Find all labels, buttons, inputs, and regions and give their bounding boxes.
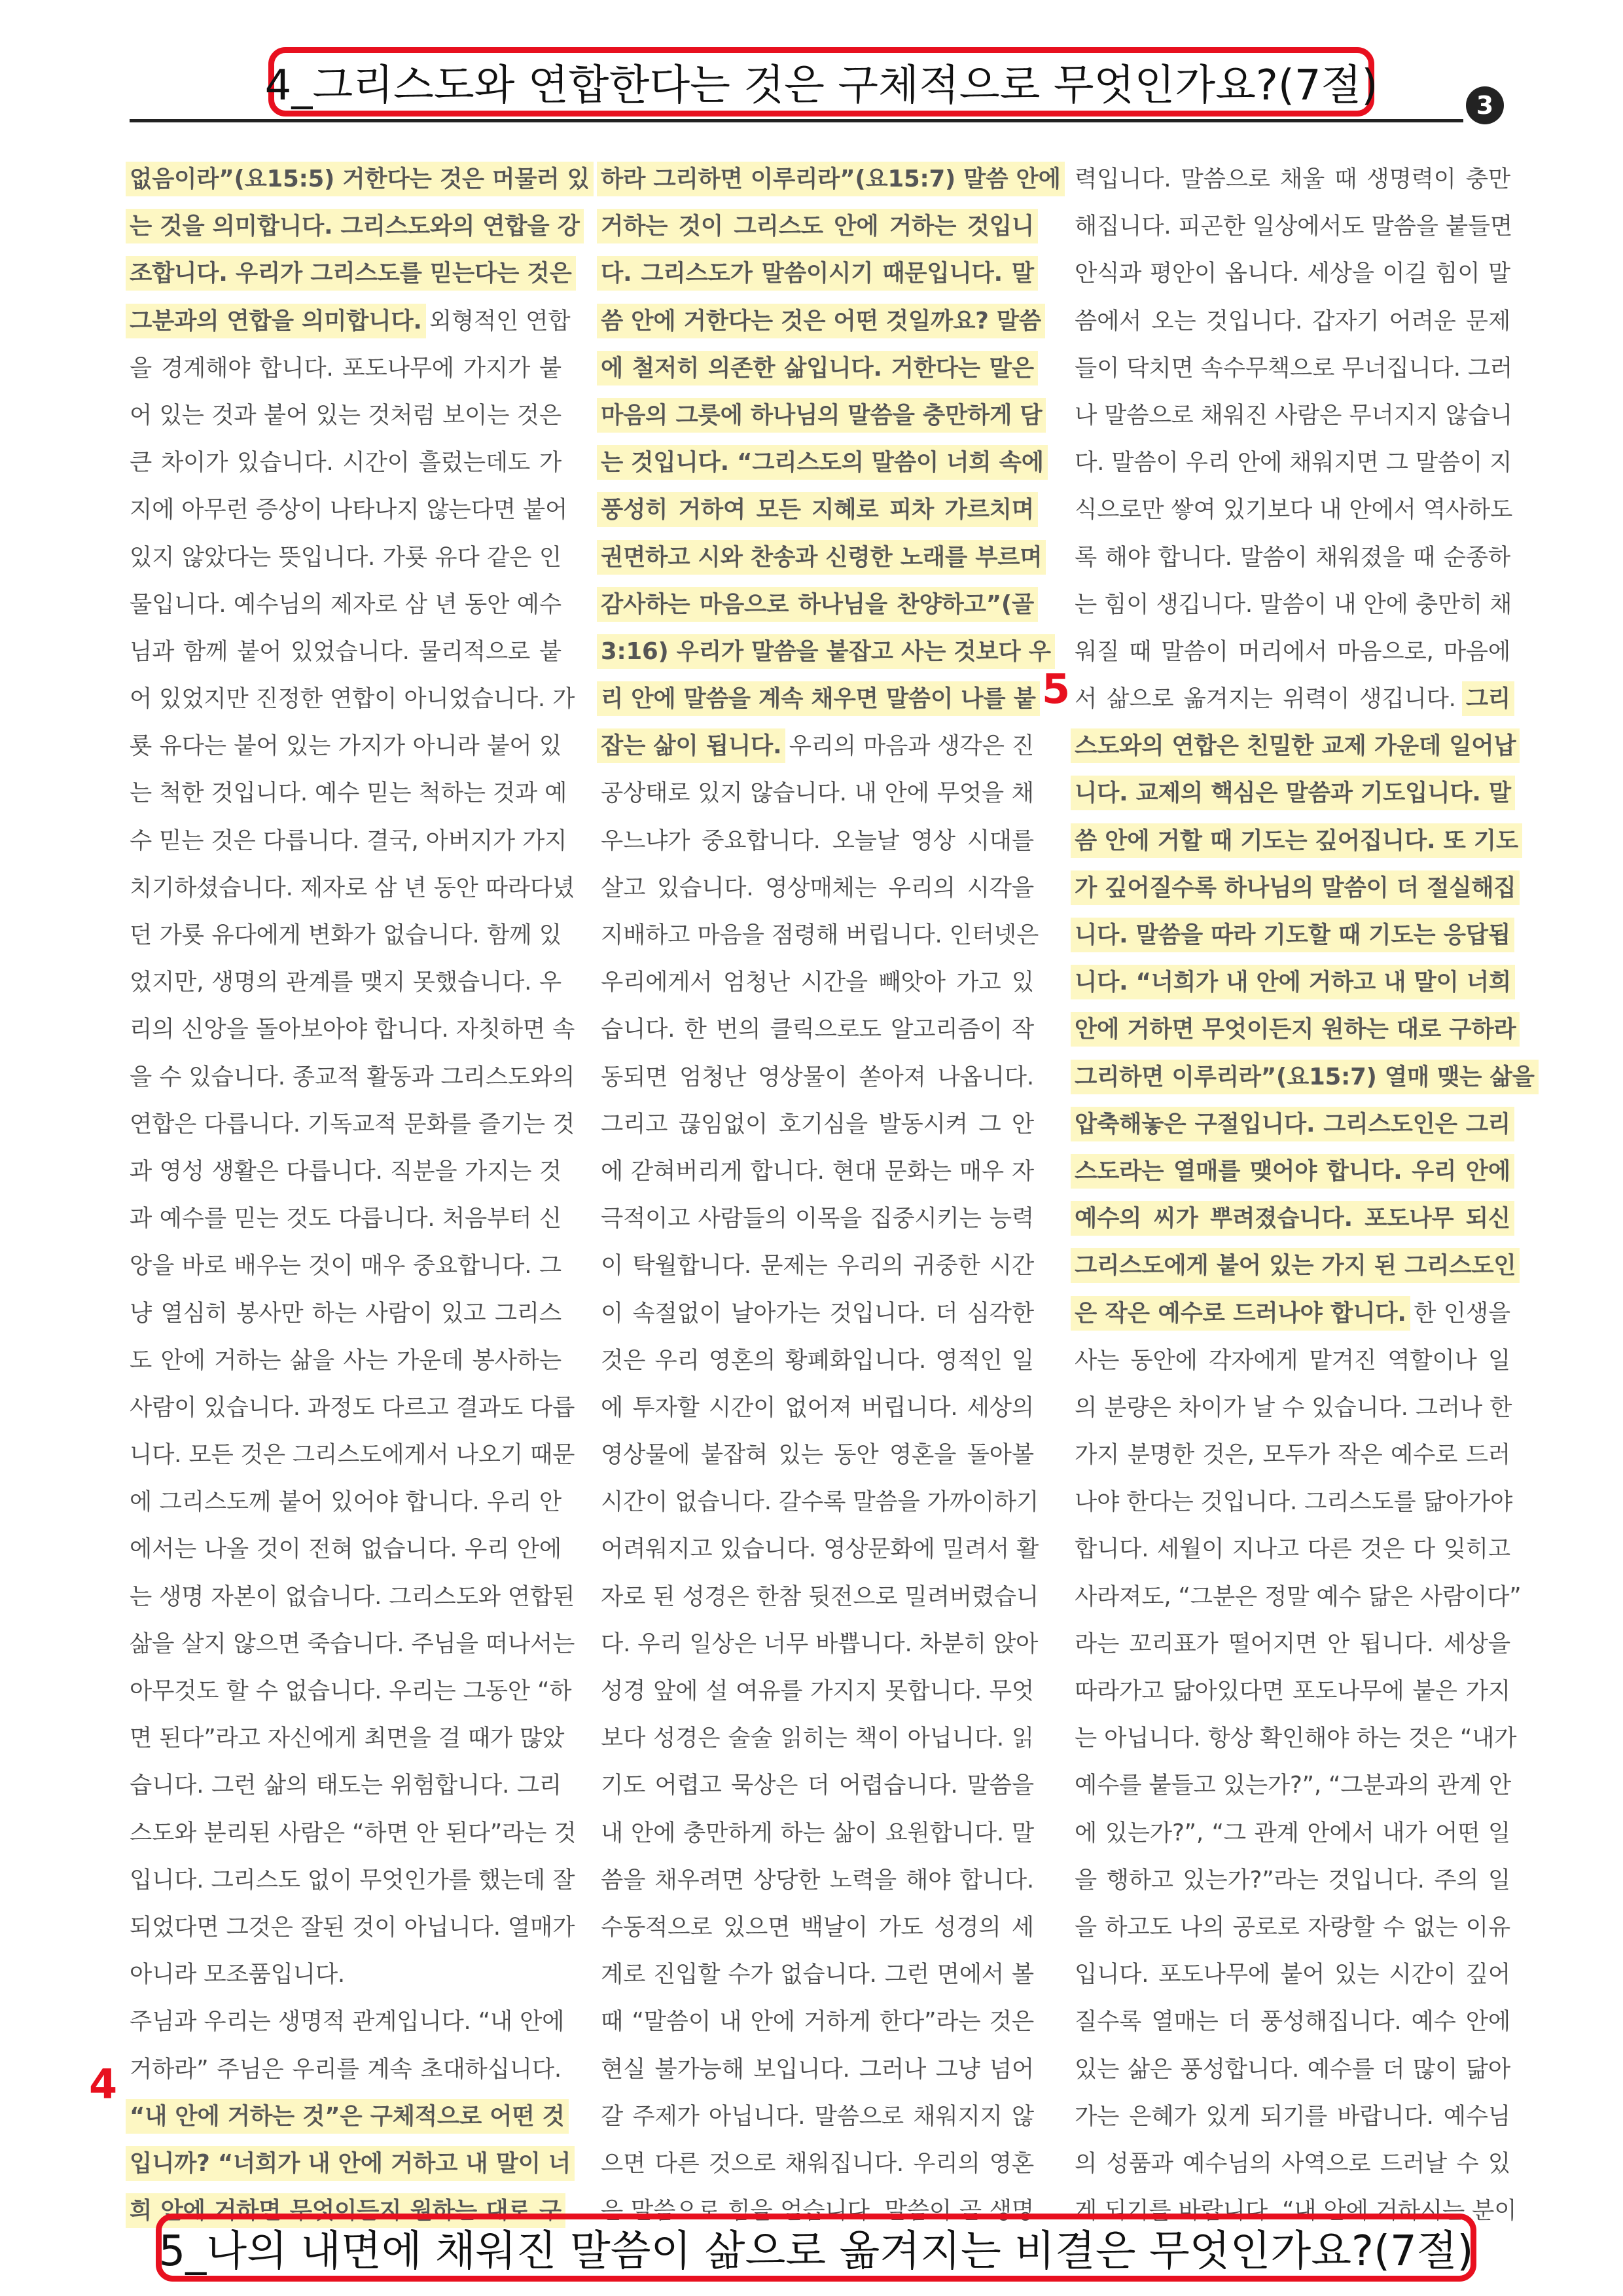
text-line [130,1810,577,1857]
text-line [601,156,1061,203]
body-text: 에서는 나올 것이 전혀 없습니다. 우리 안에 [130,1535,562,1563]
text-line [601,1621,1039,1668]
text-line [1075,1054,1535,1101]
text-line [1075,1857,1510,1904]
text-line [601,865,1034,912]
text-line [130,581,562,628]
highlighted-text: 조합니다. 우리가 그리스도를 믿는다는 것은 [130,260,572,287]
text-line [1075,534,1510,581]
text-line [130,1006,575,1053]
body-text: 들이 닥치면 속수무책으로 무너집니다. 그러 [1075,354,1513,382]
question-5-text: 5_나의 내면에 채워진 말씀이 삶으로 옮겨지는 비결은 무엇인가요?(7절) [158,2227,1474,2276]
body-text: 있지 않았다는 뜻입니다. 가룟 유다 같은 인 [130,543,562,571]
text-line [130,1431,575,1479]
body-text: 따라가고 닮아있다면 포도나무에 붙은 가지 [1075,1677,1510,1704]
text-line [601,1904,1034,1951]
text-line [130,723,562,770]
body-text: 사람이 있습니다. 과정도 다르고 결과도 다릅 [130,1393,575,1421]
text-line [130,1857,575,1904]
body-text: 어 있었지만 진정한 연합이 아니었습니다. 가 [130,685,575,713]
text-line [601,1384,1034,1431]
body-text: 워질 때 말씀이 머리에서 마음으로, 마음에 [1075,637,1510,665]
text-line [130,1573,575,1621]
body-text: 는 척한 것입니다. 예수 믿는 척하는 것과 예 [130,780,567,807]
body-text: 님과 함께 붙어 있었습니다. 물리적으로 붙 [130,637,562,665]
text-line [1075,1762,1510,1809]
text-line [601,486,1034,533]
body-text: 큰 차이가 있습니다. 시간이 흘렀는데도 가 [130,449,562,476]
body-text: 는 힘이 생깁니다. 말씀이 내 안에 충만히 채 [1075,590,1512,618]
text-line [130,912,562,959]
text-line [1075,1290,1510,1337]
highlighted-text: 압축해놓은 구절입니다. 그리스도인은 그리 [1075,1110,1510,1138]
highlighted-text: 없음이라”(요15:5) 거한다는 것은 머물러 있 [130,166,590,192]
text-line [130,959,562,1006]
body-text: 보다 성경은 술술 읽히는 책이 아닙니다. 읽 [601,1725,1034,1752]
body-text: 것은 우리 영혼의 황폐화입니다. 영적인 일 [601,1346,1034,1374]
text-line [130,770,567,817]
body-text: 어려워지고 있습니다. 영상문화에 밀려서 활 [601,1535,1039,1563]
body-text: 스도와 분리된 사람은 “하면 안 된다”라는 것 [130,1819,577,1846]
text-line [601,392,1043,439]
body-text: 씀을 채우려면 상당한 노력을 해야 합니다. [601,1866,1034,1893]
text-line [130,1101,575,1148]
body-text: 냥 열심히 봉사만 하는 사람이 있고 그리스 [130,1299,562,1327]
highlighted-text: 에 철저히 의존한 삶입니다. 거한다는 말은 [601,354,1034,382]
text-line [1075,156,1510,203]
text-line [601,912,1039,959]
highlighted-text: 가 깊어질수록 하나님의 말씀이 더 절실해집 [1075,874,1516,901]
text-line [1075,1668,1510,1715]
body-text: 사는 동안에 각자에게 맡겨진 역할이나 일 [1075,1346,1510,1374]
text-line [1075,1431,1510,1479]
question-4-marker: 4 [89,2060,118,2108]
text-line [130,250,572,297]
text-line [601,2046,1034,2093]
text-line [1075,392,1513,439]
text-line [130,1998,565,2045]
body-text: 지에 아무런 증상이 나타나지 않는다면 붙어 [130,496,568,524]
body-text: 지배하고 마음을 점령해 버립니다. 인터넷은 [601,922,1039,948]
body-text: 입니다. 포도나무에 붙어 있는 시간이 깊어 [1075,1961,1510,1988]
text-line [1075,723,1516,770]
text-line [601,2093,1034,2140]
body-text: 시간이 없습니다. 갈수록 말씀을 가까이하기 [601,1488,1039,1516]
highlighted-text: 안에 거하면 무엇이든지 원하는 대로 구하라 [1075,1016,1516,1043]
question-5-box [156,2214,1476,2282]
body-text: 룟 유다는 붙어 있는 가지가 아니라 붙어 있 [130,732,562,760]
body-text: 이 속절없이 날아가는 것입니다. 더 심각한 [601,1299,1034,1327]
text-line [601,1479,1039,1526]
text-line [1075,865,1516,912]
body-text: 때 “말씀이 내 안에 거하게 한다”라는 것은 [601,2008,1034,2036]
text-line [1075,2046,1510,2093]
text-line [1075,1951,1510,1998]
body-text: 던 가룟 유다에게 변화가 없습니다. 함께 있 [130,922,562,948]
text-line [130,1148,562,1195]
body-text: 입니다. 그리스도 없이 무엇인가를 했는데 잘 [130,1866,575,1893]
body-text: 되었다면 그것은 잘된 것이 아닙니다. 열매가 [130,1913,575,1941]
highlighted-text: 그리하면 이루리라”(요15:7) 열매 맺는 삶을 [1075,1063,1535,1090]
body-text: 나 말씀으로 채워진 사람은 무너지지 않습니 [1075,401,1513,429]
body-text: 록 해야 합니다. 말씀이 채워졌을 때 순종하 [1075,543,1510,571]
text-line [130,345,562,392]
text-line [1075,1715,1517,1762]
text-line [1075,1006,1516,1053]
highlighted-text: 스도와의 연합은 친밀한 교제 가운데 일어납 [1075,732,1516,760]
text-line [601,1573,1039,1621]
text-line [130,1290,562,1337]
text-line [601,1148,1034,1195]
body-text: 에 투자할 시간이 없어져 버립니다. 세상의 [601,1393,1034,1421]
text-line [130,486,568,533]
text-line [601,675,1034,723]
body-text: 치기하셨습니다. 제자로 삼 년 동안 따라다녔 [130,874,575,901]
text-line [1075,1810,1510,1857]
text-line [130,675,575,723]
text-line [1075,1242,1516,1289]
text-line [1075,486,1513,533]
text-line [1075,250,1510,297]
body-text: 합니다. 세월이 지나고 다른 것은 다 잊히고 [1075,1535,1510,1563]
text-line [130,1195,562,1242]
body-text: 자로 된 성경은 한참 뒷전으로 밀려버렸습니 [601,1583,1039,1610]
highlighted-text: “내 안에 거하는 것”은 구체적으로 어떤 것 [130,2102,565,2130]
text-line [601,817,1034,865]
text-line [601,1810,1034,1857]
text-line [601,628,1051,675]
text-line [1075,1337,1510,1384]
highlighted-text: 은 작은 예수로 드러나야 합니다. [1075,1299,1406,1327]
body-text: 질수록 열매는 더 풍성해집니다. 예수 안에 [1075,2008,1510,2036]
text-line [601,1006,1034,1053]
body-text: 습니다. 한 번의 클릭으로도 알고리즘이 작 [601,1016,1034,1043]
body-text: 리의 신앙을 돌아보아야 합니다. 자칫하면 속 [130,1016,575,1043]
text-line [601,1337,1034,1384]
text-line [1075,1573,1522,1621]
body-text: 수동적으로 있으면 백날이 가도 성경의 세 [601,1913,1034,1941]
body-text: 현실 불가능해 보입니다. 그러나 그냥 넘어 [601,2055,1034,2083]
text-line [1075,2140,1510,2187]
highlighted-text: 씀 안에 거할 때 기도는 깊어집니다. 또 기도 [1075,827,1518,854]
body-text: 극적이고 사람들의 이목을 집중시키는 능력 [601,1205,1034,1232]
body-text: 거하라” 주님은 우리를 계속 초대하십니다. [130,2055,562,2083]
highlighted-text: 니다. 교제의 핵심은 말씀과 기도입니다. 말 [1075,780,1511,807]
body-text: 는 아닙니다. 항상 확인해야 하는 것은 “내가 [1075,1725,1517,1752]
body-text: 을 하고도 나의 공로로 자랑할 수 없는 이유 [1075,1913,1510,1941]
body-text: 영상물에 붙잡혀 있는 동안 영혼을 돌아볼 [601,1441,1034,1469]
text-line [601,1101,1034,1148]
text-line [601,1715,1034,1762]
text-line [601,1431,1034,1479]
body-text: 아무것도 할 수 없습니다. 우리는 그동안 “하 [130,1677,572,1704]
highlighted-text: 예수의 씨가 뿌려졌습니다. 포도나무 되신 [1075,1205,1510,1232]
body-text: 아니라 모조품입니다. [130,1961,346,1988]
highlighted-text: 그리스도에게 붙어 있는 가지 된 그리스도인 [1075,1252,1516,1280]
highlighted-text: 권면하고 시와 찬송과 신령한 노래를 부르며 [601,543,1043,571]
highlighted-text: 잡는 삶이 됩니다. [601,732,782,760]
text-line [1075,345,1513,392]
text-line [1075,581,1510,628]
text-line [130,1384,575,1431]
body-text: 도 안에 거하는 삶을 사는 가운데 봉사하는 [130,1346,562,1374]
body-text: 은 말씀으로 힘을 얻습니다. 말씀이 곧 생명 [601,2197,1034,2225]
body-text: 면 된다”라고 자신에게 최면을 걸 때가 많았 [130,1725,565,1752]
body-text: 어 있는 것과 붙어 있는 것처럼 보이는 것은 [130,401,562,429]
text-line [130,1904,575,1951]
text-line [1075,959,1510,1006]
text-line [130,817,567,865]
body-text: 에 그리스도께 붙어 있어야 합니다. 우리 안 [130,1488,562,1516]
body-text: 었지만, 생명의 관계를 맺지 못했습니다. 우 [130,969,562,996]
text-line [130,2093,565,2140]
body-text: 연합은 다릅니다. 기독교적 문화를 즐기는 것 [130,1110,575,1138]
text-line [601,1998,1034,2045]
text-line [130,1668,572,1715]
body-text: 해집니다. 피곤한 일상에서도 말씀을 붙들면 [1075,213,1513,240]
body-text: 계로 진입할 수가 없습니다. 그런 면에서 볼 [601,1961,1034,1988]
body-text: 과 예수를 믿는 것도 다릅니다. 처음부터 신 [130,1205,562,1232]
highlighted-text: 는 것을 의미합니다. 그리스도와의 연합을 강 [130,213,580,240]
text-line [601,959,1034,1006]
text-line [130,1526,562,1573]
highlighted-text: 하라 그리하면 이루리라”(요15:7) 말씀 안에 [601,166,1061,192]
body-text: 가는 은혜가 있게 되기를 바랍니다. 예수님 [1075,2102,1510,2130]
text-line [130,1479,562,1526]
text-line [1075,1621,1510,1668]
text-line [601,203,1034,250]
question-4-box [264,47,1378,117]
highlighted-text: 니다. 말씀을 따라 기도할 때 기도는 응답됩 [1075,922,1510,948]
text-line [130,1242,562,1289]
body-text: 이 탁월합니다. 문제는 우리의 귀중한 시간 [601,1252,1034,1280]
body-text: 을 경계해야 합니다. 포도나무에 가지가 붙 [130,354,562,382]
highlighted-text: 3:16) 우리가 말씀을 붙잡고 사는 것보다 우 [601,637,1051,665]
text-line [130,1337,562,1384]
body-text: 습니다. 그런 삶의 태도는 위험합니다. 그리 [130,1772,562,1799]
body-text: 한 인생을 [1406,1299,1510,1327]
body-text: 동되면 엄청난 영상물이 쏟아져 나옵니다. [601,1063,1034,1090]
question-5-marker: 5 [1042,665,1071,713]
highlighted-text: 풍성히 거하여 모든 지혜로 피차 가르치며 [601,496,1034,524]
text-line [601,1951,1034,1998]
text-line [130,1762,562,1809]
text-line [601,345,1034,392]
header-rule [130,119,1463,122]
highlighted-text: 다. 그리스도가 말씀이시기 때문입니다. 말 [601,260,1034,287]
body-text: 안식과 평안이 옵니다. 세상을 이길 힘이 말 [1075,260,1510,287]
text-line [130,2046,562,2093]
text-line [130,534,562,581]
text-line [130,1715,565,1762]
text-line [601,439,1044,486]
page-number-badge: 3 [1466,86,1504,124]
text-line [601,250,1034,297]
body-text: 에 갇혀버리게 합니다. 현대 문화는 매우 자 [601,1157,1034,1185]
highlighted-text: 마음의 그릇에 하나님의 말씀을 충만하게 담 [601,401,1043,429]
body-text: 식으로만 쌓여 있기보다 내 안에서 역사하도 [1075,496,1513,524]
text-line [601,581,1034,628]
highlighted-text: 씀 안에 거한다는 것은 어떤 것일까요? 말씀 [601,307,1041,334]
body-text: 공상태로 있지 않습니다. 내 안에 무엇을 채 [601,780,1034,807]
text-line [601,1762,1034,1809]
highlighted-text: 리 안에 말씀을 계속 채우면 말씀이 나를 붙 [601,685,1036,713]
highlighted-text: 그리 [1465,685,1510,713]
text-line [601,1054,1034,1101]
body-text: 는 생명 자본이 없습니다. 그리스도와 연합된 [130,1583,575,1610]
body-text: 우리의 마음과 생각은 진 [781,732,1034,760]
text-line [601,534,1043,581]
text-line [1075,203,1513,250]
body-text: 서 삶으로 옮겨지는 위력이 생깁니다. [1075,685,1466,713]
text-line [1075,1195,1510,1242]
text-line [130,1054,575,1101]
body-text: 게 되기를 바랍니다. “내 안에 거하시는 분이 [1075,2197,1517,2225]
body-text: 으면 다른 것으로 채워집니다. 우리의 영혼 [601,2149,1034,2177]
body-text: 사라져도, “그분은 정말 예수 닮은 사람이다” [1075,1583,1522,1610]
text-line [130,628,562,675]
highlighted-text: 그분과의 연합을 의미합니다. [130,307,422,334]
body-text: 수 믿는 것은 다릅니다. 결국, 아버지가 가지 [130,827,567,854]
body-text: 앙을 바로 배우는 것이 매우 중요합니다. 그 [130,1252,562,1280]
body-text: 을 행하고 있는가?”라는 것입니다. 주의 일 [1075,1866,1510,1893]
highlighted-text: 는 것입니다. “그리스도의 말씀이 너희 속에 [601,449,1044,476]
highlighted-text: 감사하는 마음으로 하나님을 찬양하고”(골 [601,590,1034,618]
text-line [1075,2093,1510,2140]
text-line [130,439,562,486]
body-text: 외형적인 연합 [421,307,571,334]
body-text: 기도 어렵고 묵상은 더 어렵습니다. 말씀을 [601,1772,1034,1799]
text-line [1075,1998,1510,2045]
body-text: 있는 삶은 풍성합니다. 예수를 더 많이 닮아 [1075,2055,1510,2083]
text-line [130,865,575,912]
body-text: 과 영성 생활은 다릅니다. 직분을 가지는 것 [130,1157,562,1185]
highlighted-text: 스도라는 열매를 맺어야 합니다. 우리 안에 [1075,1157,1510,1185]
body-text: 물입니다. 예수님의 제자로 삼 년 동안 예수 [130,590,562,618]
body-text: 가지 분명한 것은, 모두가 작은 예수로 드러 [1075,1441,1510,1469]
body-text: 내 안에 충만하게 하는 삶이 요원합니다. 말 [601,1819,1034,1846]
text-line [1075,770,1510,817]
highlighted-text: 니다. “너희가 내 안에 거하고 내 말이 너희 [1075,969,1512,996]
text-column-2 [601,156,1061,2234]
body-text: 그리고 끊임없이 호기심을 발동시켜 그 안 [601,1110,1034,1138]
text-line [601,1526,1039,1573]
body-text: 살고 있습니다. 영상매체는 우리의 시각을 [601,874,1034,901]
highlighted-text: 입니까? “너희가 내 안에 거하고 내 말이 너 [130,2149,571,2177]
text-line [130,1951,562,1998]
text-line [130,1621,575,1668]
text-line [1075,1101,1510,1148]
text-line [601,298,1041,345]
body-text: 씀에서 오는 것입니다. 갑자기 어려운 문제 [1075,307,1510,334]
text-line [601,770,1034,817]
body-text: 을 수 있습니다. 종교적 활동과 그리스도와의 [130,1063,575,1090]
body-text: 라는 꼬리표가 떨어지면 안 됩니다. 세상을 [1075,1630,1510,1657]
body-text: 갈 주제가 아닙니다. 말씀으로 채워지지 않 [601,2102,1034,2130]
text-line [1075,1904,1510,1951]
text-line [1075,1384,1510,1431]
text-line [1075,1526,1510,1573]
text-line [601,2140,1034,2187]
body-text: 다. 말씀이 우리 안에 채워지면 그 말씀이 지 [1075,449,1512,476]
body-text: 주님과 우리는 생명적 관계입니다. “내 안에 [130,2008,565,2036]
text-line [1075,912,1510,959]
text-line [601,1195,1034,1242]
highlighted-text: 희 안에 거하면 무엇이든지 원하는 대로 구 [130,2197,562,2225]
text-column-1 [130,156,590,2234]
text-line [1075,298,1510,345]
question-4-text: 4_그리스도와 연합한다는 것은 구체적으로 무엇인가요?(7절) [264,62,1378,110]
text-line [601,1242,1034,1289]
text-line [130,156,590,203]
text-line [130,203,580,250]
text-line [1075,1479,1513,1526]
text-line [1075,675,1510,723]
text-line [601,1668,1034,1715]
body-text: 우느냐가 중요합니다. 오늘날 영상 시대를 [601,827,1034,854]
text-line [130,2140,571,2187]
text-line [130,392,562,439]
body-text: 삶을 살지 않으면 죽습니다. 주님을 떠나서는 [130,1630,575,1657]
text-line [1075,817,1518,865]
text-line [601,1857,1034,1904]
text-line [130,298,571,345]
body-text: 성경 앞에 설 여유를 가지지 못합니다. 무엇 [601,1677,1034,1704]
body-text: 력입니다. 말씀으로 채울 때 생명력이 충만 [1075,166,1510,192]
body-text: 에 있는가?”, “그 관계 안에서 내가 어떤 일 [1075,1819,1510,1846]
body-text: 의 성품과 예수님의 사역으로 드러날 수 있 [1075,2149,1510,2177]
text-line [1075,439,1510,486]
text-line [601,723,1034,770]
body-text: 의 분량은 차이가 날 수 있습니다. 그러나 한 [1075,1393,1512,1421]
body-text: 나야 한다는 것입니다. 그리스도를 닮아가야 [1075,1488,1513,1516]
body-text: 다. 우리 일상은 너무 바쁩니다. 차분히 앉아 [601,1630,1039,1657]
text-column-3 [1075,156,1535,2234]
text-line [601,1290,1034,1337]
highlighted-text: 거하는 것이 그리스도 안에 거하는 것입니 [601,213,1034,240]
text-line [1075,628,1510,675]
body-text: 니다. 모든 것은 그리스도에게서 나오기 때문 [130,1441,575,1469]
text-line [1075,1148,1510,1195]
body-text: 우리에게서 엄청난 시간을 빼앗아 가고 있 [601,969,1034,996]
body-text: 예수를 붙들고 있는가?”, “그분과의 관계 안 [1075,1772,1512,1799]
